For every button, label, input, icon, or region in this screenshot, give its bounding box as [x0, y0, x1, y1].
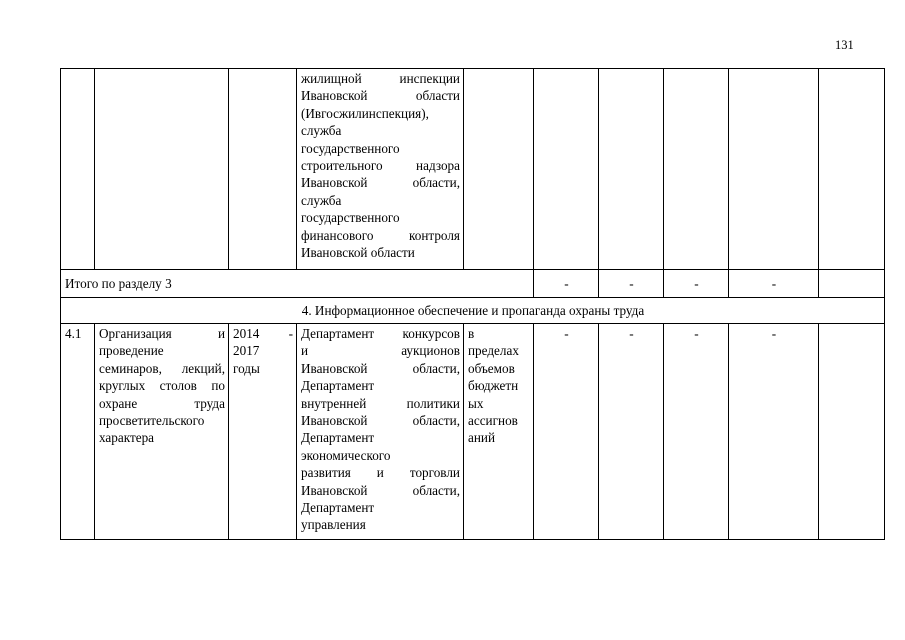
row-number: 4.1: [61, 324, 95, 540]
event-line: характера: [99, 430, 155, 446]
row-value: -: [664, 324, 729, 540]
executor-line: Ивановской области: [301, 245, 415, 261]
cell-funding: [464, 69, 534, 270]
executor-line: Ивановской области,: [301, 360, 460, 376]
funding-line: пределах: [468, 343, 519, 359]
cell-extra: [819, 324, 885, 540]
cell-period: [229, 69, 297, 270]
executor-line: Ивановской области,: [301, 482, 460, 498]
cell-event: [95, 324, 229, 540]
cell-executor: [297, 69, 464, 270]
period-line: 2014 -: [233, 326, 293, 341]
executor-line: Департамент: [301, 500, 375, 516]
event-line: просветительского: [99, 413, 205, 429]
cell-period: [229, 324, 297, 540]
cell-value: [599, 69, 664, 270]
executor-line: Департамент конкурсов: [301, 326, 460, 341]
cell-event: [95, 69, 229, 270]
executor-line: государственного: [301, 210, 400, 226]
event-line: охране труда: [99, 395, 225, 411]
row-value: -: [534, 324, 599, 540]
executor-line: Ивановской области,: [301, 413, 460, 429]
event-line: Организация и: [99, 326, 225, 341]
row-value: -: [599, 324, 664, 540]
cell-value: [534, 69, 599, 270]
cell-executor: [297, 324, 464, 540]
executor-line: финансового контроля: [301, 227, 460, 243]
executor-line: строительного надзора: [301, 158, 460, 174]
total-value: -: [729, 270, 819, 298]
executor-line: внутренней политики: [301, 395, 460, 411]
total-value: -: [599, 270, 664, 298]
row-4-1: [61, 324, 885, 540]
cell-value: [729, 69, 819, 270]
period-line: 2017: [233, 343, 260, 359]
cell-extra: [819, 270, 885, 298]
page-number: 131: [835, 38, 854, 52]
executor-line: и аукционов: [301, 343, 460, 359]
event-line: проведение: [99, 343, 164, 359]
total-value: -: [534, 270, 599, 298]
funding-line: в: [468, 326, 475, 341]
executor-line: служба: [301, 192, 342, 208]
executor-line: экономического: [301, 447, 391, 463]
total-value: -: [664, 270, 729, 298]
section3-total-row: [61, 270, 885, 298]
executor-line: жилищной инспекции: [301, 71, 460, 86]
cell-extra: [819, 69, 885, 270]
program-table: [60, 68, 885, 540]
continuation-row: [61, 69, 885, 270]
cell-value: [664, 69, 729, 270]
cell-number: [61, 69, 95, 270]
executor-line: Департамент: [301, 430, 375, 446]
section4-heading: 4. Информационное обеспечение и пропаганда охраны труда: [61, 298, 885, 324]
funding-line: объемов: [468, 360, 515, 376]
funding-line: ых: [468, 395, 484, 411]
row-value: -: [729, 324, 819, 540]
executor-line: Ивановской области: [301, 88, 460, 104]
executor-line: Департамент: [301, 378, 375, 394]
executor-line: управления: [301, 517, 366, 533]
executor-line: Ивановской области,: [301, 175, 460, 191]
event-line: семинаров, лекций,: [99, 360, 225, 376]
cell-funding: [464, 324, 534, 540]
funding-line: аний: [468, 430, 496, 446]
executor-line: служба: [301, 123, 342, 139]
period-line: годы: [233, 360, 260, 376]
funding-line: ассигнов: [468, 413, 518, 429]
executor-line: (Ивгосжилинспекция),: [301, 105, 429, 121]
section3-total-label: Итого по разделу 3: [61, 270, 534, 298]
executor-line: развития и торговли: [301, 465, 460, 481]
funding-line: бюджетн: [468, 378, 519, 394]
section4-heading-row: [61, 298, 885, 324]
event-line: круглых столов по: [99, 378, 225, 394]
executor-line: государственного: [301, 140, 400, 156]
